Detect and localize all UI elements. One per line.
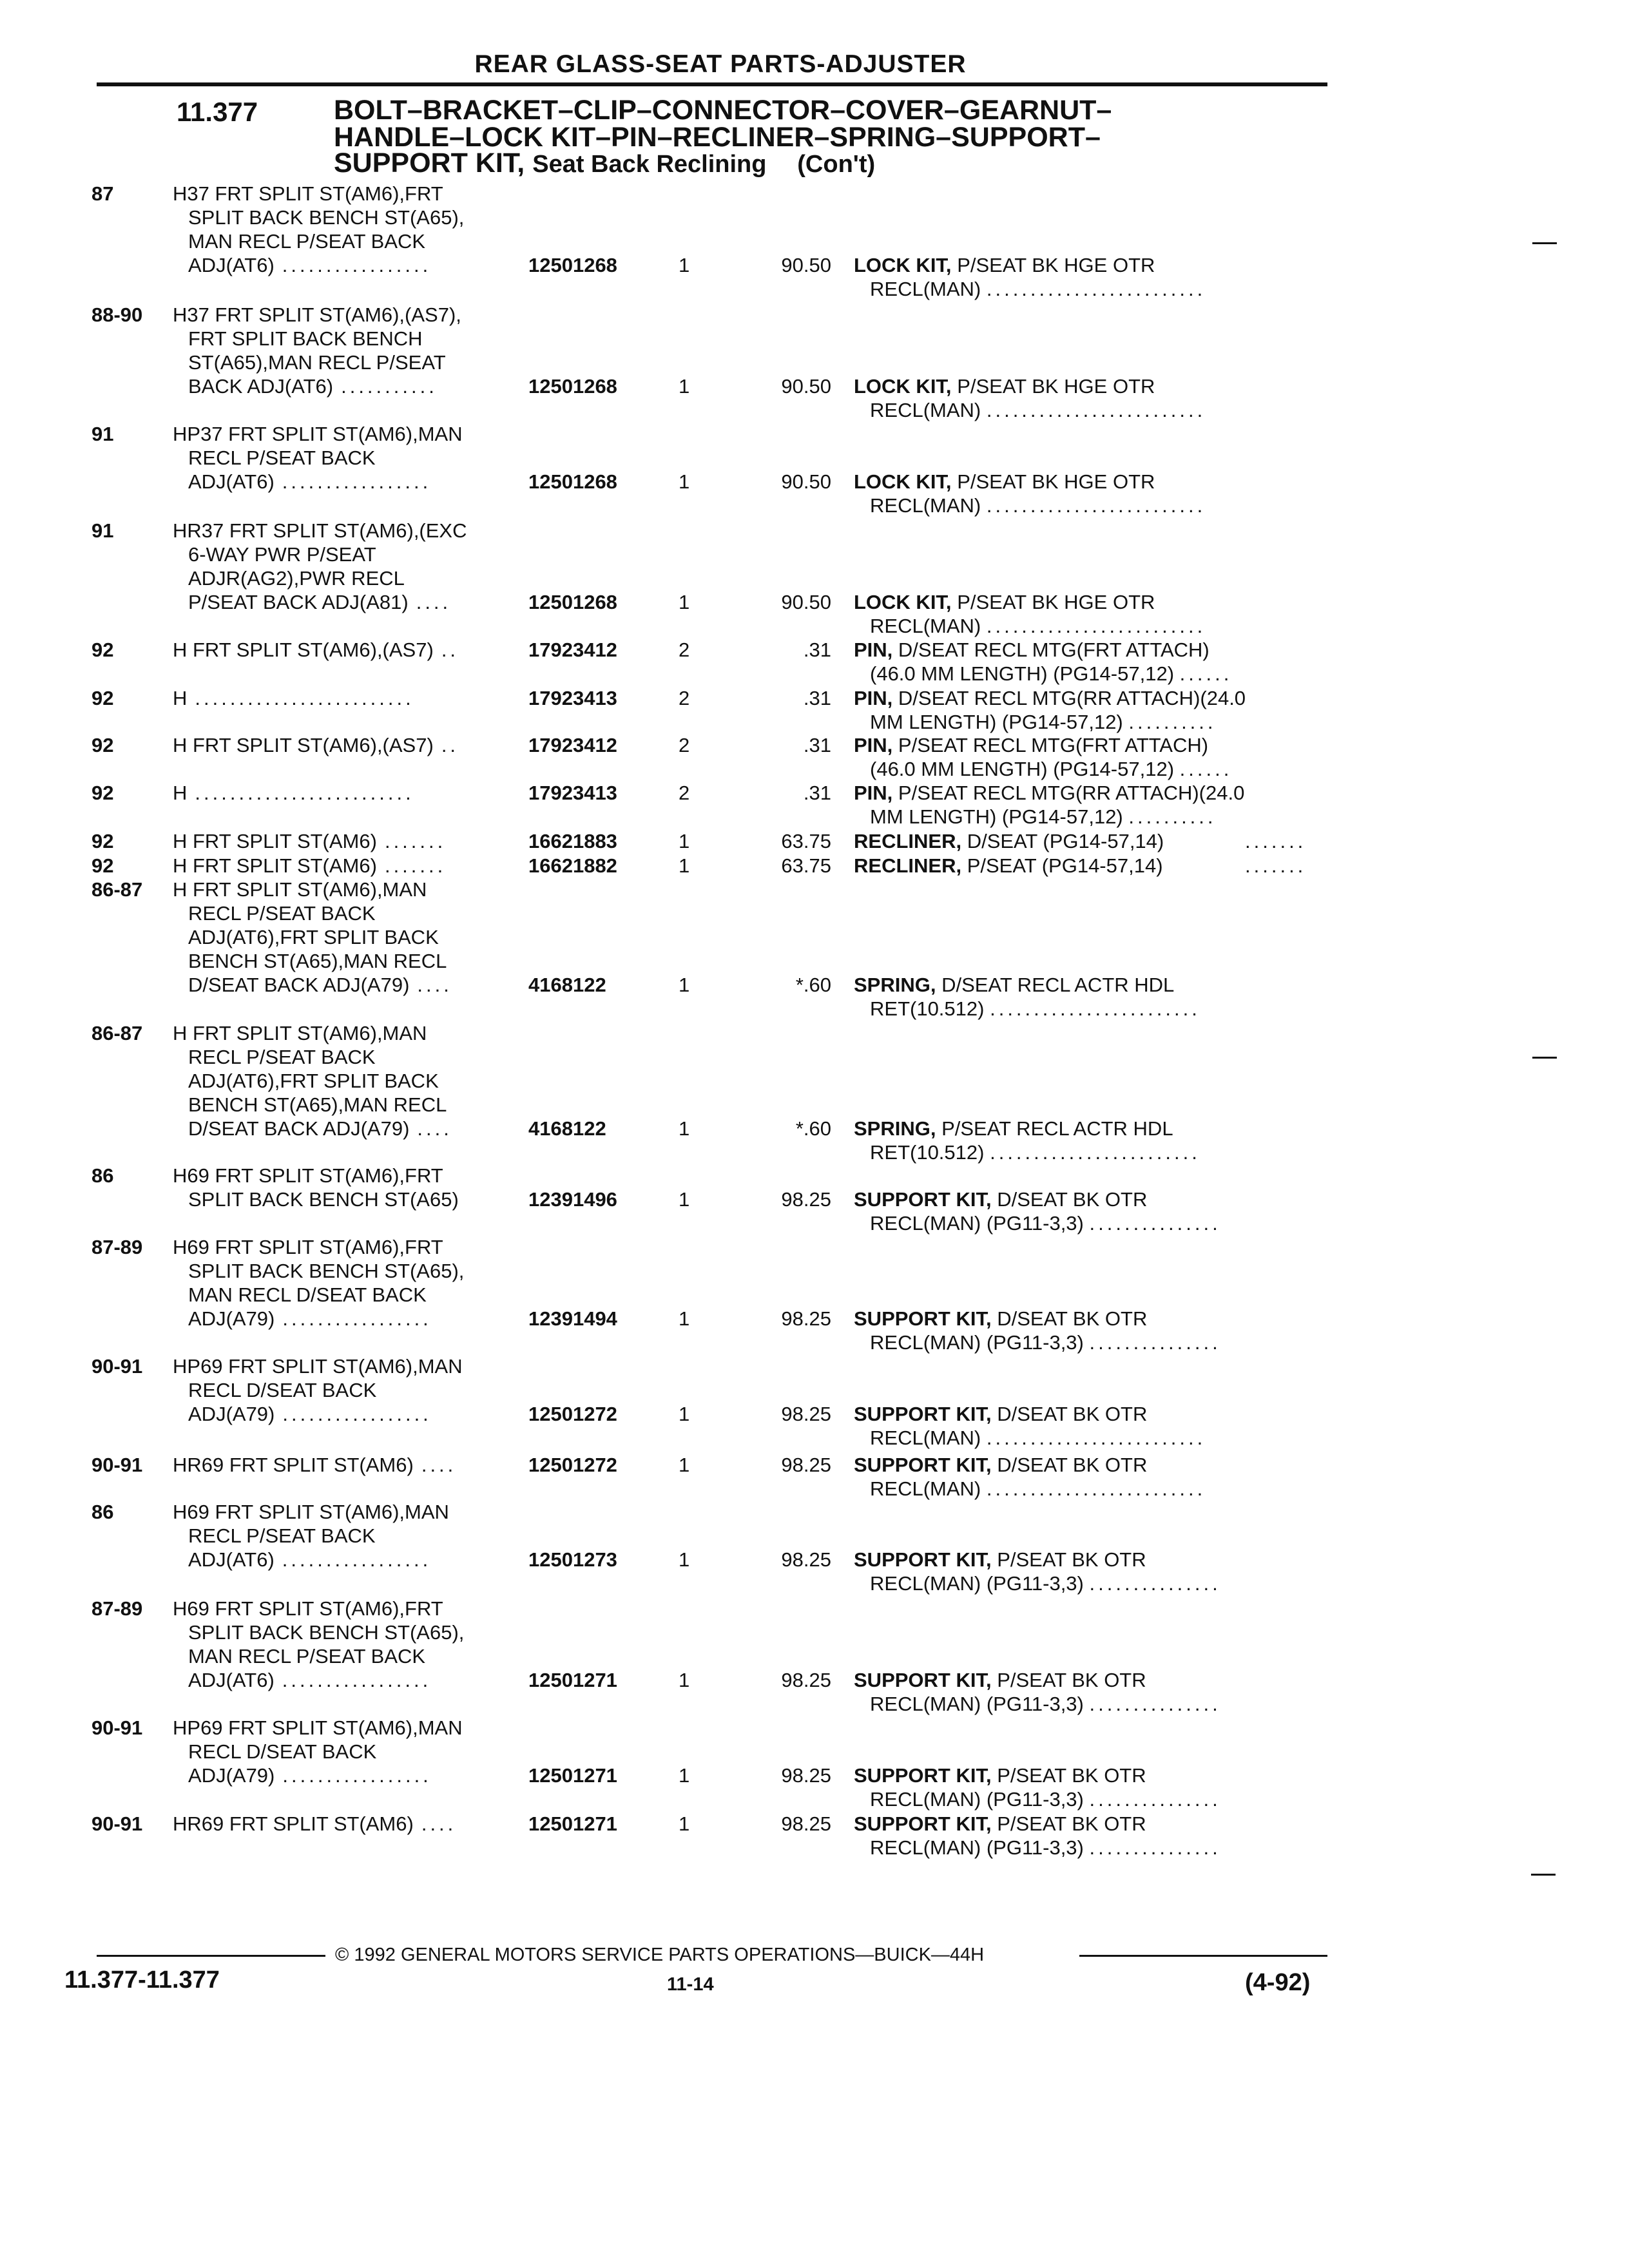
part-number: 12391496 <box>528 1188 617 1211</box>
quantity: 1 <box>679 1548 690 1571</box>
heading-subtitle: Seat Back Reclining <box>532 151 767 178</box>
part-detail: D/SEAT RECL MTG(FRT ATTACH) <box>898 639 1210 661</box>
part-name: SUPPORT KIT, <box>854 1454 992 1476</box>
part-description <box>854 1548 1146 1571</box>
part-number: 12501268 <box>528 591 617 613</box>
part-number: 12391494 <box>528 1307 617 1330</box>
part-number: 12501271 <box>528 1812 617 1835</box>
leader-dots: ............... <box>1089 1331 1221 1354</box>
price: 98.25 <box>781 1548 831 1571</box>
leader-dots: ................. <box>282 1307 432 1330</box>
part-detail-continued: RECL(MAN) ......................... <box>870 1477 1206 1500</box>
part-number: 12501268 <box>528 375 617 398</box>
part-detail: D/SEAT RECL MTG(RR ATTACH)(24.0 <box>898 687 1246 709</box>
part-detail: P/SEAT RECL ACTR HDL <box>941 1117 1173 1140</box>
application-text: ADJ(AT6) <box>188 1669 275 1691</box>
part-description <box>854 781 1244 805</box>
part-detail-continued: RECL(MAN) ......................... <box>870 615 1206 637</box>
part-description <box>854 638 1210 662</box>
application-text: MAN RECL D/SEAT BACK <box>188 1283 427 1306</box>
quantity: 2 <box>679 734 690 756</box>
leader-dots: .. <box>441 639 459 661</box>
heading-continued: (Con't) <box>797 151 876 178</box>
part-description <box>854 1668 1146 1692</box>
quantity: 1 <box>679 1812 690 1835</box>
part-detail-continued: (46.0 MM LENGTH) (PG14-57,12) ...... <box>870 662 1233 685</box>
leader-dots: ...... <box>1179 662 1233 685</box>
part-detail-continued: RECL(MAN) ......................... <box>870 278 1206 300</box>
part-number: 12501273 <box>528 1548 617 1571</box>
model-year: 86-87 <box>92 878 143 901</box>
model-year: 92 <box>92 830 114 852</box>
application-text: SPLIT BACK BENCH ST(A65) <box>188 1188 459 1211</box>
application-text: P/SEAT BACK ADJ(A81) <box>188 591 409 613</box>
part-detail: P/SEAT BK HGE OTR <box>957 254 1155 276</box>
part-detail-continued: MM LENGTH) (PG14-57,12) .......... <box>870 711 1217 733</box>
application-text: H FRT SPLIT ST(AM6),(AS7) <box>173 734 434 756</box>
model-year: 92 <box>92 782 114 804</box>
part-name: LOCK KIT, <box>854 254 952 276</box>
application-text: RECL P/SEAT BACK <box>188 902 376 925</box>
part-number: 17923412 <box>528 639 617 661</box>
leader-dots: ................. <box>282 1764 432 1787</box>
part-name: PIN, <box>854 687 893 709</box>
leader-dots: ........................ <box>990 1141 1200 1164</box>
application-text: H37 FRT SPLIT ST(AM6),(AS7), <box>173 303 461 326</box>
model-year: 92 <box>92 639 114 661</box>
application-text: HP69 FRT SPLIT ST(AM6),MAN <box>173 1355 463 1378</box>
leader-dots: .... <box>421 1812 457 1835</box>
part-description <box>854 590 1155 614</box>
application-text: D/SEAT BACK ADJ(A79) <box>188 974 410 996</box>
price: 98.25 <box>781 1812 831 1835</box>
part-name: RECLINER, <box>854 854 962 877</box>
heading-kit: SUPPORT KIT, <box>334 148 525 178</box>
part-number: 12501268 <box>528 470 617 493</box>
price: 90.50 <box>781 470 831 493</box>
footer-section-range: 11.377-11.377 <box>64 1966 220 1994</box>
model-year: 92 <box>92 687 114 709</box>
leader-dots: ................. <box>282 1548 432 1571</box>
price: 98.25 <box>781 1188 831 1211</box>
application-text: H <box>173 687 188 709</box>
part-detail: P/SEAT BK HGE OTR <box>957 591 1155 613</box>
quantity: 1 <box>679 854 690 877</box>
part-name: SUPPORT KIT, <box>854 1812 992 1835</box>
leader-dots: ................. <box>282 254 432 276</box>
application-text: RECL P/SEAT BACK <box>188 1046 376 1068</box>
application-text: ADJ(AT6),FRT SPLIT BACK <box>188 926 439 948</box>
application-text: ADJ(AT6) <box>188 254 275 276</box>
application-text: RECL P/SEAT BACK <box>188 1524 376 1547</box>
leader-dots: ......................... <box>986 278 1206 300</box>
model-year: 90-91 <box>92 1355 143 1378</box>
margin-mark <box>1531 1874 1556 1876</box>
model-year: 90-91 <box>92 1454 143 1476</box>
part-description <box>854 1812 1146 1836</box>
part-detail-continued: MM LENGTH) (PG14-57,12) .......... <box>870 805 1217 828</box>
leader-dots: ....... <box>384 830 447 852</box>
application-text: ADJR(AG2),PWR RECL <box>188 567 405 590</box>
application-text: RECL P/SEAT BACK <box>188 447 376 469</box>
margin-mark <box>1532 1057 1557 1059</box>
model-year: 87-89 <box>92 1236 143 1258</box>
part-description <box>854 1453 1147 1477</box>
price: 98.25 <box>781 1307 831 1330</box>
price: 90.50 <box>781 375 831 398</box>
part-name: SUPPORT KIT, <box>854 1188 992 1211</box>
part-detail-continued: RECL(MAN) (PG11-3,3) ............... <box>870 1788 1221 1811</box>
quantity: 2 <box>679 687 690 709</box>
application-text: ADJ(AT6),FRT SPLIT BACK <box>188 1070 439 1092</box>
part-name: LOCK KIT, <box>854 470 952 493</box>
application-text: FRT SPLIT BACK BENCH <box>188 327 423 350</box>
application-text: ADJ(AT6) <box>188 1548 275 1571</box>
quantity: 1 <box>679 254 690 276</box>
part-description <box>854 1307 1147 1331</box>
leader-dots: ........................ <box>990 997 1200 1020</box>
leader-dots: .... <box>417 974 452 996</box>
model-year: 91 <box>92 519 114 542</box>
leader-dots: ......................... <box>195 782 414 804</box>
part-name: SPRING, <box>854 974 936 996</box>
model-year: 92 <box>92 734 114 756</box>
part-detail: P/SEAT (PG14-57,14) <box>967 854 1163 877</box>
application-text: H FRT SPLIT ST(AM6) <box>173 854 377 877</box>
price: .31 <box>803 639 831 661</box>
quantity: 1 <box>679 1669 690 1691</box>
leader-dots: .... <box>421 1454 457 1476</box>
part-name: SUPPORT KIT, <box>854 1548 992 1571</box>
part-detail: D/SEAT BK OTR <box>997 1454 1148 1476</box>
leader-dots: ................. <box>282 470 432 493</box>
model-year: 86 <box>92 1164 114 1187</box>
quantity: 1 <box>679 591 690 613</box>
application-text: RECL D/SEAT BACK <box>188 1740 377 1763</box>
model-year: 86 <box>92 1501 114 1523</box>
page-title: REAR GLASS-SEAT PARTS-ADJUSTER <box>474 50 967 78</box>
part-name: RECLINER, <box>854 830 962 852</box>
part-description <box>854 733 1208 757</box>
leader-dots: .......... <box>1128 711 1217 733</box>
part-description <box>854 1117 1173 1140</box>
leader-dots: .. <box>441 734 459 756</box>
model-year: 90-91 <box>92 1812 143 1835</box>
footer-copyright: © 1992 GENERAL MOTORS SERVICE PARTS OPERATIONS—BUICK—44H <box>335 1945 985 1965</box>
part-detail: D/SEAT BK OTR <box>997 1403 1148 1425</box>
application-text: BENCH ST(A65),MAN RECL <box>188 950 447 972</box>
part-number: 16621883 <box>528 830 617 852</box>
part-detail-continued: RET(10.512) ........................ <box>870 997 1200 1020</box>
title-rule <box>97 82 1327 86</box>
part-name: LOCK KIT, <box>854 375 952 398</box>
part-description <box>854 253 1155 277</box>
application-text: HR69 FRT SPLIT ST(AM6) <box>173 1812 414 1835</box>
section-heading-line2: HANDLE–LOCK KIT–PIN–RECLINER–SPRING–SUPPORT– <box>334 122 1101 153</box>
application-text: SPLIT BACK BENCH ST(A65), <box>188 1260 465 1282</box>
price: 63.75 <box>781 830 831 852</box>
section-number: 11.377 <box>177 97 258 127</box>
part-name: PIN, <box>854 639 893 661</box>
part-detail: P/SEAT BK OTR <box>997 1548 1146 1571</box>
quantity: 1 <box>679 1454 690 1476</box>
leader-dots: ......................... <box>195 687 414 709</box>
part-detail: P/SEAT BK OTR <box>997 1812 1146 1835</box>
application-text: BACK ADJ(AT6) <box>188 375 334 398</box>
part-name: SUPPORT KIT, <box>854 1307 992 1330</box>
section-heading-line3 <box>334 149 875 178</box>
part-name: PIN, <box>854 734 893 756</box>
part-detail: P/SEAT BK OTR <box>997 1764 1146 1787</box>
application-text: H69 FRT SPLIT ST(AM6),FRT <box>173 1597 443 1620</box>
footer-rule-left <box>97 1955 325 1957</box>
leader-dots: ......................... <box>986 1477 1206 1500</box>
price: .31 <box>803 687 831 709</box>
application-text: H69 FRT SPLIT ST(AM6),MAN <box>173 1501 449 1523</box>
application-text: ADJ(AT6) <box>188 470 275 493</box>
application-text: ADJ(A79) <box>188 1307 275 1330</box>
part-detail-continued: RECL(MAN) ......................... <box>870 494 1206 517</box>
leader-dots: .......... <box>1128 805 1217 828</box>
footer-rule-right <box>1079 1955 1327 1957</box>
application-text: H69 FRT SPLIT ST(AM6),FRT <box>173 1236 443 1258</box>
part-name: LOCK KIT, <box>854 591 952 613</box>
leader-dots: ................. <box>282 1403 432 1425</box>
part-detail: P/SEAT BK HGE OTR <box>957 470 1155 493</box>
leader-dots: ......................... <box>986 399 1206 421</box>
part-detail-continued: RECL(MAN) (PG11-3,3) ............... <box>870 1331 1221 1354</box>
part-number: 12501268 <box>528 254 617 276</box>
price: 90.50 <box>781 254 831 276</box>
quantity: 1 <box>679 1117 690 1140</box>
leader-dots: ....... <box>384 854 447 877</box>
application-text: H69 FRT SPLIT ST(AM6),FRT <box>173 1164 443 1187</box>
leader-dots: ............... <box>1089 1572 1221 1595</box>
quantity: 1 <box>679 974 690 996</box>
application-text: HP37 FRT SPLIT ST(AM6),MAN <box>173 423 463 445</box>
application-text: ADJ(A79) <box>188 1764 275 1787</box>
application-text: SPLIT BACK BENCH ST(A65), <box>188 1621 465 1644</box>
price: 98.25 <box>781 1403 831 1425</box>
application-text: H <box>173 782 188 804</box>
price: *.60 <box>795 974 831 996</box>
part-number: 4168122 <box>528 1117 606 1140</box>
leader-dots: ......................... <box>986 1427 1206 1449</box>
leader-dots: ......................... <box>986 494 1206 517</box>
model-year: 88-90 <box>92 303 143 326</box>
part-description <box>854 374 1155 398</box>
leader-dots: ........... <box>341 375 438 398</box>
part-detail-continued: RECL(MAN) (PG11-3,3) ............... <box>870 1836 1221 1859</box>
leader-dots: ......................... <box>986 615 1206 637</box>
quantity: 1 <box>679 375 690 398</box>
quantity: 1 <box>679 1188 690 1211</box>
application-text: MAN RECL P/SEAT BACK <box>188 230 426 253</box>
model-year: 91 <box>92 423 114 445</box>
application-text: ADJ(A79) <box>188 1403 275 1425</box>
application-text: MAN RECL P/SEAT BACK <box>188 1645 426 1667</box>
part-number: 16621882 <box>528 854 617 877</box>
part-description <box>854 470 1155 494</box>
leader-dots: ............... <box>1089 1788 1221 1811</box>
part-detail: D/SEAT BK OTR <box>997 1307 1148 1330</box>
part-number: 17923413 <box>528 782 617 804</box>
application-text: HP69 FRT SPLIT ST(AM6),MAN <box>173 1716 463 1739</box>
leader-dots: ................. <box>282 1669 432 1691</box>
price: 98.25 <box>781 1454 831 1476</box>
application-text: SPLIT BACK BENCH ST(A65), <box>188 206 465 229</box>
leader-dots: .... <box>417 1117 452 1140</box>
margin-mark <box>1532 242 1557 244</box>
quantity: 1 <box>679 830 690 852</box>
price: 63.75 <box>781 854 831 877</box>
leader-dots: ....... <box>1245 854 1307 877</box>
quantity: 2 <box>679 639 690 661</box>
footer-date: (4-92) <box>1245 1969 1311 1996</box>
part-description <box>854 686 1246 710</box>
part-detail: P/SEAT BK OTR <box>997 1669 1146 1691</box>
part-number: 17923413 <box>528 687 617 709</box>
part-detail: P/SEAT RECL MTG(RR ATTACH)(24.0 <box>898 782 1245 804</box>
section-heading-line1: BOLT–BRACKET–CLIP–CONNECTOR–COVER–GEARNUT– <box>334 95 1112 126</box>
leader-dots: ............... <box>1089 1212 1221 1235</box>
part-detail-continued: RECL(MAN) (PG11-3,3) ............... <box>870 1572 1221 1595</box>
part-detail-continued: RECL(MAN) (PG11-3,3) ............... <box>870 1693 1221 1715</box>
part-number: 4168122 <box>528 974 606 996</box>
footer-page-number: 11-14 <box>667 1974 714 1995</box>
part-number: 12501272 <box>528 1454 617 1476</box>
application-text: H FRT SPLIT ST(AM6) <box>173 830 377 852</box>
part-name: SUPPORT KIT, <box>854 1764 992 1787</box>
quantity: 1 <box>679 1307 690 1330</box>
model-year: 86-87 <box>92 1022 143 1044</box>
part-description <box>854 1402 1147 1426</box>
application-text: 6-WAY PWR P/SEAT <box>188 543 376 566</box>
part-detail-continued: RECL(MAN) ......................... <box>870 399 1206 421</box>
price: *.60 <box>795 1117 831 1140</box>
part-detail: D/SEAT (PG14-57,14) <box>967 830 1164 852</box>
part-description <box>854 1187 1147 1211</box>
leader-dots: ............... <box>1089 1693 1221 1715</box>
part-description <box>854 829 1164 853</box>
quantity: 2 <box>679 782 690 804</box>
application-text: ST(A65),MAN RECL P/SEAT <box>188 351 446 374</box>
application-text: HR69 FRT SPLIT ST(AM6) <box>173 1454 414 1476</box>
model-year: 87 <box>92 182 114 205</box>
application-text: BENCH ST(A65),MAN RECL <box>188 1093 447 1116</box>
leader-dots: ............... <box>1089 1836 1221 1859</box>
price: 90.50 <box>781 591 831 613</box>
part-number: 12501272 <box>528 1403 617 1425</box>
application-text: H FRT SPLIT ST(AM6),MAN <box>173 878 427 901</box>
model-year: 87-89 <box>92 1597 143 1620</box>
part-number: 12501271 <box>528 1669 617 1691</box>
part-detail: P/SEAT RECL MTG(FRT ATTACH) <box>898 734 1209 756</box>
part-name: SUPPORT KIT, <box>854 1669 992 1691</box>
part-detail: D/SEAT BK OTR <box>997 1188 1148 1211</box>
leader-dots: .... <box>416 591 452 613</box>
model-year: 90-91 <box>92 1716 143 1739</box>
application-text: D/SEAT BACK ADJ(A79) <box>188 1117 410 1140</box>
part-description <box>854 973 1174 997</box>
price: 98.25 <box>781 1669 831 1691</box>
application-text: HR37 FRT SPLIT ST(AM6),(EXC <box>173 519 467 542</box>
application-text: H FRT SPLIT ST(AM6),MAN <box>173 1022 427 1044</box>
application-text: H FRT SPLIT ST(AM6),(AS7) <box>173 639 434 661</box>
part-detail: D/SEAT RECL ACTR HDL <box>941 974 1175 996</box>
application-text: RECL D/SEAT BACK <box>188 1379 377 1401</box>
part-detail: P/SEAT BK HGE OTR <box>957 375 1155 398</box>
price: 98.25 <box>781 1764 831 1787</box>
part-number: 12501271 <box>528 1764 617 1787</box>
price: .31 <box>803 782 831 804</box>
part-name: PIN, <box>854 782 893 804</box>
part-detail-continued: RECL(MAN) ......................... <box>870 1427 1206 1449</box>
part-description <box>854 1763 1146 1787</box>
part-name: SPRING, <box>854 1117 936 1140</box>
price: .31 <box>803 734 831 756</box>
model-year: 92 <box>92 854 114 877</box>
part-detail-continued: RET(10.512) ........................ <box>870 1141 1200 1164</box>
part-name: SUPPORT KIT, <box>854 1403 992 1425</box>
leader-dots: ....... <box>1245 830 1307 852</box>
part-number: 17923412 <box>528 734 617 756</box>
quantity: 1 <box>679 470 690 493</box>
part-detail-continued: (46.0 MM LENGTH) (PG14-57,12) ...... <box>870 758 1233 780</box>
application-text: H37 FRT SPLIT ST(AM6),FRT <box>173 182 443 205</box>
part-detail-continued: RECL(MAN) (PG11-3,3) ............... <box>870 1212 1221 1235</box>
quantity: 1 <box>679 1403 690 1425</box>
part-description <box>854 854 1163 878</box>
quantity: 1 <box>679 1764 690 1787</box>
leader-dots: ...... <box>1179 758 1233 780</box>
